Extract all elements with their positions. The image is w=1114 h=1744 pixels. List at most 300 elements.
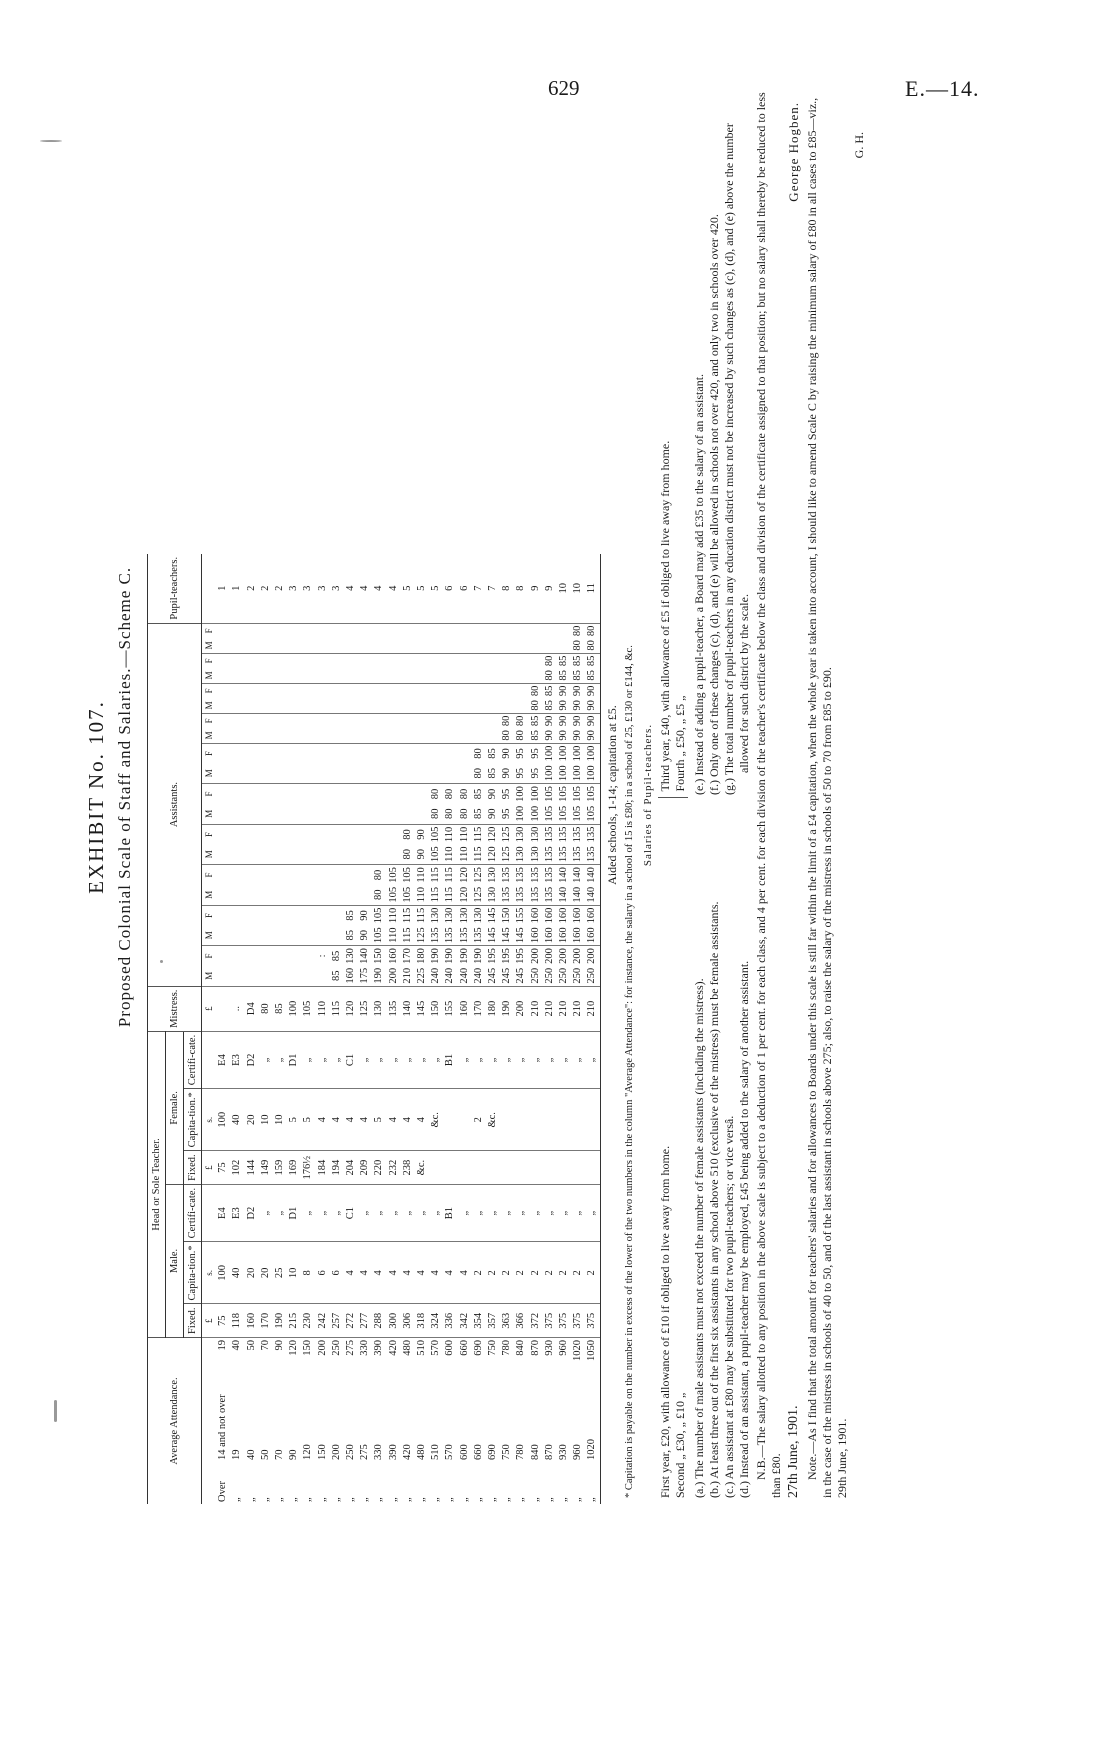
female-certificate-cell: „ <box>458 1031 472 1088</box>
female-fixed-cell <box>585 1151 600 1185</box>
assistant-male-cell: 100 <box>543 763 557 783</box>
male-fixed-cell: 375 <box>543 1304 557 1338</box>
pupil-teachers-cell: 5 <box>401 554 415 623</box>
assistant-female-cell <box>316 683 330 698</box>
assistant-male-cell <box>358 763 372 783</box>
assistant-male-cell: 145 <box>514 925 528 945</box>
assistant-female-cell: 190 <box>444 948 456 964</box>
assistant-male-cell <box>230 844 244 864</box>
assistant-male-cell <box>216 885 230 905</box>
salary-line: Third year, £40, with allowance of £5 if obliged to live away from home. <box>657 440 672 792</box>
assistant-male-cell <box>316 885 330 905</box>
assistant-female-cell <box>344 743 358 763</box>
female-capitation-cell: &c. <box>486 1089 500 1151</box>
male-fixed-cell: 242 <box>316 1304 330 1338</box>
assistant-female-cell <box>287 743 301 763</box>
assistant-male-cell: 125 <box>500 844 514 864</box>
assistant-male-cell: 125 <box>415 925 429 945</box>
assistant-male-cell: 250 <box>571 966 585 986</box>
female-certificate-cell: C1 <box>344 1031 358 1088</box>
assistant-female-cell <box>301 623 315 638</box>
capitation-footnote: * Capitation is payable on the number in excess of the lower of the two numbers in the column "Average Attendance": for instance, the salary in a school of 15 is £80; in a school of 25, £130 or £144, &c. <box>623 645 635 1498</box>
assistant-female-cell <box>387 623 401 638</box>
assistant-male-cell: 95 <box>529 763 543 783</box>
assistant-male-cell: 135 <box>543 844 557 864</box>
assistant-male-cell: 190 <box>372 966 386 986</box>
assistant-male-cell <box>486 698 500 713</box>
notes-section <box>605 92 867 1498</box>
female-fixed-cell <box>429 1151 443 1185</box>
assistant-male-cell: 90 <box>557 728 571 743</box>
female-capitation-cell: 4 <box>316 1089 330 1151</box>
assistant-male-cell <box>230 668 244 683</box>
female-fixed-cell <box>529 1151 543 1185</box>
assistant-male-cell: 135 <box>458 925 472 945</box>
assistant-female-cell <box>216 865 230 885</box>
female-capitation-cell: 4 <box>358 1089 372 1151</box>
assistant-female-cell <box>245 653 259 668</box>
pupil-teachers-cell: 8 <box>500 554 514 623</box>
assistant-female-cell <box>316 713 330 728</box>
assistant-male-cell <box>543 638 557 653</box>
assistant-female-cell <box>216 713 230 728</box>
attendance-to: 200 <box>316 1340 328 1356</box>
assistant-female-cell <box>273 683 287 698</box>
assistant-male-cell: 115 <box>429 885 443 905</box>
assistant-female-cell <box>316 824 330 844</box>
assistant-male-cell <box>273 804 287 824</box>
assistant-female-cell <box>486 713 500 728</box>
assistant-male-cell <box>500 638 514 653</box>
assistant-male-cell: 90 <box>358 925 372 945</box>
table-row <box>273 554 287 1504</box>
assistant-female-cell <box>330 865 344 885</box>
assistant-male-cell <box>287 844 301 864</box>
assistant-male-header: M <box>202 763 217 783</box>
assistant-male-cell <box>301 763 315 783</box>
assistant-male-cell: 80 <box>443 804 457 824</box>
assistant-male-cell <box>443 698 457 713</box>
assistant-female-cell <box>344 653 358 668</box>
male-fixed-cell: 190 <box>273 1304 287 1338</box>
assistant-female-cell <box>387 743 401 763</box>
male-capitation-cell: 2 <box>486 1242 500 1304</box>
page-number: 629 <box>548 76 580 100</box>
female-certificate-cell: „ <box>472 1031 486 1088</box>
male-capitation-cell: 20 <box>259 1242 273 1304</box>
attendance-from: 870 <box>543 1444 555 1460</box>
assistant-female-cell <box>259 683 273 698</box>
assistant-female-cell <box>273 713 287 728</box>
male-capitation-cell: 40 <box>230 1242 244 1304</box>
assistant-female-cell <box>245 905 259 925</box>
assistant-male-cell <box>216 925 230 945</box>
assistant-male-cell <box>529 638 543 653</box>
assistant-female-cell: 80 <box>501 715 513 727</box>
assistant-female-cell <box>301 824 315 844</box>
assistant-male-cell <box>259 638 273 653</box>
assistant-male-cell: 240 <box>472 966 486 986</box>
pupil-teachers-cell: 3 <box>330 554 344 623</box>
assistant-male-cell: 80 <box>401 844 415 864</box>
assistant-female-cell <box>415 683 429 698</box>
assistant-female-cell: 85 <box>330 950 342 962</box>
male-capitation-cell: 4 <box>387 1242 401 1304</box>
assistant-female-header: F <box>204 912 214 918</box>
male-capitation-cell: 4 <box>415 1242 429 1304</box>
male-fixed-cell: 277 <box>358 1304 372 1338</box>
male-capitation-cell: 4 <box>443 1242 457 1304</box>
assistant-female-cell: 80 <box>430 788 442 800</box>
assistant-male-cell <box>316 668 330 683</box>
assistant-male-cell: 85 <box>330 966 344 986</box>
assistant-male-cell <box>401 804 415 824</box>
assistant-female-cell <box>245 784 259 804</box>
assistant-female-cell <box>387 824 401 844</box>
female-certificate-cell: „ <box>500 1031 514 1088</box>
assistant-male-cell: 90 <box>500 763 514 783</box>
col-mistress: Mistress. <box>148 986 202 1031</box>
mistress-cell: D4 <box>245 986 259 1031</box>
male-fixed-cell: 375 <box>557 1304 571 1338</box>
assistant-female-cell <box>259 905 273 925</box>
attendance-to: 19 <box>217 1340 229 1351</box>
mistress-cell: 140 <box>401 986 415 1031</box>
assistant-female-header: F <box>204 628 214 634</box>
male-fixed-cell: 75 <box>216 1304 230 1338</box>
male-fixed-cell: 354 <box>472 1304 486 1338</box>
assistant-male-cell: 90 <box>486 804 500 824</box>
assistant-male-cell <box>358 728 372 743</box>
mistress-cell: 200 <box>514 986 528 1031</box>
pupil-teachers-cell: 10 <box>557 554 571 623</box>
attendance-from: 200 <box>330 1444 342 1460</box>
table-row <box>216 554 230 1504</box>
assistant-male-cell <box>273 763 287 783</box>
assistant-female-cell <box>358 683 372 698</box>
assistant-female-cell: 130 <box>430 907 442 924</box>
female-capitation-cell: 2 <box>472 1089 486 1151</box>
units-row <box>202 554 217 1504</box>
assistant-female-cell <box>216 683 230 698</box>
assistant-female-cell: 90 <box>416 829 428 840</box>
assistant-female-cell: 115 <box>401 907 413 924</box>
pupil-teachers-cell: 1 <box>230 554 244 623</box>
female-certificate-cell: „ <box>372 1031 386 1088</box>
attendance-to: 660 <box>458 1340 470 1356</box>
attendance-prefix: „ <box>472 1497 484 1502</box>
units-blank <box>202 1338 217 1505</box>
assistant-male-cell <box>316 925 330 945</box>
assistant-female-cell: 160 <box>529 907 541 924</box>
table-row <box>557 554 571 1504</box>
assistant-male-cell: 100 <box>557 763 571 783</box>
assistant-female-cell: 120 <box>458 867 470 883</box>
assistant-male-cell: 100 <box>585 763 600 783</box>
assistant-male-cell <box>330 638 344 653</box>
assistant-female-cell: 90 <box>543 715 555 727</box>
assistant-female-cell: 170 <box>401 948 413 964</box>
male-certificate-cell: „ <box>486 1184 500 1241</box>
assistant-female-cell <box>316 865 330 885</box>
attendance-to: 480 <box>401 1340 413 1356</box>
assistant-female-cell <box>301 653 315 668</box>
assistant-female-cell <box>259 946 273 966</box>
assistant-female-cell <box>330 743 344 763</box>
female-certificate-cell: E3 <box>230 1031 244 1088</box>
assistant-female-cell: 100 <box>585 743 600 763</box>
assistant-female-cell <box>259 865 273 885</box>
assistant-male-cell: 145 <box>486 925 500 945</box>
assistant-female-cell <box>301 743 315 763</box>
assistant-male-cell: 250 <box>557 966 571 986</box>
assistant-female-cell: 95 <box>515 748 527 759</box>
attendance-from: 960 <box>572 1444 584 1460</box>
assistant-male-cell <box>230 698 244 713</box>
assistant-female-cell <box>216 784 230 804</box>
male-certificate-cell: „ <box>571 1184 585 1241</box>
assistant-female-cell <box>429 713 443 728</box>
male-capitation-cell: 10 <box>287 1242 301 1304</box>
mistress-cell: 145 <box>415 986 429 1031</box>
assistant-male-cell <box>230 763 244 783</box>
assistant-male-cell <box>273 966 287 986</box>
assistant-female-cell: 100 <box>529 786 541 802</box>
female-fixed-cell: 194 <box>330 1151 344 1185</box>
male-certificate-cell: „ <box>273 1184 287 1241</box>
ink-mark <box>40 140 62 142</box>
assistant-female-cell <box>543 623 557 638</box>
assistant-male-cell: 95 <box>514 763 528 783</box>
female-capitation-cell: 5 <box>287 1089 301 1151</box>
attendance-prefix: „ <box>302 1497 314 1502</box>
assistant-female-cell <box>415 623 429 638</box>
assistant-female-cell <box>372 743 386 763</box>
nb-paragraph: N.B.—The salary allotted to any position in the above scale is subject to a deduction of 1 per cent. for each class, and 4 per cent. for each division of the teacher's certificate below the class and division of the certificate assigned to that position; but no salary shall thereby be reduced to less than £80. <box>753 92 783 1498</box>
assistant-male-cell <box>301 728 315 743</box>
female-certificate-cell: „ <box>301 1031 315 1088</box>
assistant-female-cell <box>330 824 344 844</box>
assistant-female-cell: 135 <box>585 824 600 844</box>
assistant-female-header: F <box>204 750 214 756</box>
male-capitation-cell: 2 <box>585 1242 600 1304</box>
assistant-female-cell <box>230 784 244 804</box>
assistant-female-cell <box>372 784 386 804</box>
assistant-female-cell: 135 <box>529 867 541 883</box>
assistant-male-cell: 245 <box>500 966 514 986</box>
attendance-to: 780 <box>501 1340 513 1356</box>
male-fixed-cell: 363 <box>500 1304 514 1338</box>
assistant-male-cell <box>273 698 287 713</box>
attendance-to: 870 <box>529 1340 541 1356</box>
pupil-teachers-cell: 4 <box>358 554 372 623</box>
pupil-teachers-cell: 7 <box>472 554 486 623</box>
female-certificate-cell: „ <box>387 1031 401 1088</box>
assistant-male-cell <box>344 844 358 864</box>
assistant-female-cell: 135 <box>543 867 555 883</box>
female-certificate-cell: D2 <box>245 1031 259 1088</box>
assistant-male-cell <box>216 763 230 783</box>
attendance-from: 930 <box>558 1444 570 1460</box>
assistant-male-cell: 105 <box>401 885 415 905</box>
assistant-male-cell: 135 <box>429 925 443 945</box>
assistant-female-header: F <box>204 831 214 837</box>
female-capitation-cell: 4 <box>401 1089 415 1151</box>
assistant-male-cell: 135 <box>557 844 571 864</box>
assistant-male-cell: 85 <box>543 698 557 713</box>
assistant-male-cell <box>344 804 358 824</box>
assistant-male-cell <box>259 844 273 864</box>
assistant-female-cell <box>358 824 372 844</box>
table-row <box>287 554 301 1504</box>
assistant-male-cell <box>216 804 230 824</box>
mistress-cell: 190 <box>500 986 514 1031</box>
attendance-from: 50 <box>259 1449 271 1460</box>
assistant-female-cell <box>287 784 301 804</box>
assistant-female-cell <box>316 743 330 763</box>
assistant-male-cell: 125 <box>472 885 486 905</box>
assistant-male-cell <box>287 804 301 824</box>
assistant-male-cell: 80 <box>571 638 585 653</box>
assistant-female-cell: 90 <box>572 715 584 727</box>
assistant-female-cell: 160 <box>387 948 399 964</box>
assistant-female-cell <box>486 623 500 638</box>
female-fixed-cell: 159 <box>273 1151 287 1185</box>
attendance-prefix: „ <box>458 1497 470 1502</box>
assistant-male-cell <box>358 885 372 905</box>
assistant-male-cell <box>330 763 344 783</box>
mistress-cell: 130 <box>372 986 386 1031</box>
mistress-cell: 155 <box>443 986 457 1031</box>
col-average-attendance: Average Attendance. <box>148 1338 202 1505</box>
assistant-female-cell: 80 <box>529 685 541 697</box>
assistant-male-cell <box>401 638 415 653</box>
col-male-capitation: Capita-tion.* <box>184 1242 202 1304</box>
male-certificate-cell: „ <box>472 1184 486 1241</box>
attendance-from: 1020 <box>585 1376 600 1462</box>
assistant-male-cell: 80 <box>429 804 443 824</box>
assistant-male-cell <box>273 844 287 864</box>
assistant-female-cell <box>514 653 528 668</box>
assistant-male-cell <box>216 844 230 864</box>
assistant-male-cell <box>316 698 330 713</box>
assistant-male-cell: 160 <box>585 925 600 945</box>
assistant-male-cell: 100 <box>529 804 543 824</box>
assistant-female-cell <box>401 623 415 638</box>
assistant-male-cell: 160 <box>543 925 557 945</box>
attendance-from: 330 <box>373 1444 385 1460</box>
assistant-male-cell: 90 <box>543 728 557 743</box>
assistant-female-cell <box>230 743 244 763</box>
assistant-female-cell <box>401 653 415 668</box>
attendance-from: 90 <box>288 1449 300 1460</box>
attendance-to: 600 <box>444 1340 456 1356</box>
male-capitation-cell: 4 <box>401 1242 415 1304</box>
assistant-male-cell: 160 <box>571 925 585 945</box>
aided-schools-note: Aided schools, 1-14; capitation at £5. <box>604 705 619 885</box>
assistant-female-cell: 90 <box>359 910 371 921</box>
assistant-male-cell: 110 <box>458 844 472 864</box>
assistant-male-cell: 120 <box>458 885 472 905</box>
table-row <box>316 554 330 1504</box>
rotated-page-content <box>84 82 964 1512</box>
assistant-female-cell: 110 <box>387 907 399 924</box>
document-code: E.—14. <box>905 76 980 101</box>
table-row <box>401 554 415 1504</box>
assistant-male-cell <box>259 698 273 713</box>
female-capitation-cell <box>529 1089 543 1151</box>
assistant-female-cell <box>344 713 358 728</box>
assistant-female-cell: 90 <box>558 685 570 697</box>
female-fixed-cell: 75 <box>216 1151 230 1185</box>
assistant-female-cell: 135 <box>558 826 570 843</box>
assistant-female-header: F <box>204 872 214 878</box>
pupil-teachers-cell: 1 <box>216 554 230 623</box>
attendance-from: 420 <box>401 1444 413 1460</box>
assistant-male-cell: 80 <box>458 804 472 824</box>
assistant-male-cell <box>372 638 386 653</box>
assistant-male-header: M <box>202 668 217 683</box>
assistant-male-cell: 95 <box>500 804 514 824</box>
assistant-male-cell: 100 <box>571 763 585 783</box>
male-certificate-cell: „ <box>301 1184 315 1241</box>
attendance-from: 390 <box>387 1444 399 1460</box>
assistant-male-cell <box>287 966 301 986</box>
male-certificate-cell: „ <box>415 1184 429 1241</box>
assistant-female-cell: 140 <box>558 867 570 883</box>
attendance-from: 690 <box>487 1444 499 1460</box>
assistant-female-cell: 90 <box>501 748 513 759</box>
pupil-teachers-cell: 4 <box>372 554 386 623</box>
assistant-female-cell <box>216 946 230 966</box>
assistant-male-cell: 90 <box>585 728 600 743</box>
mistress-cell: .. <box>230 986 244 1031</box>
pupil-teachers-cell: 5 <box>429 554 443 623</box>
assistant-male-cell <box>514 638 528 653</box>
assistant-male-cell <box>245 804 259 824</box>
assistant-male-cell <box>316 966 330 986</box>
assistant-female-cell <box>273 784 287 804</box>
male-fixed-cell: 375 <box>571 1304 585 1338</box>
assistant-female-cell <box>230 653 244 668</box>
assistant-male-cell <box>330 925 344 945</box>
assistant-male-cell <box>330 728 344 743</box>
assistant-male-cell: 175 <box>358 966 372 986</box>
assistant-male-cell: 135 <box>529 885 543 905</box>
assistant-female-cell <box>273 824 287 844</box>
pupil-teachers-cell: 7 <box>486 554 500 623</box>
assistant-male-cell <box>316 763 330 783</box>
assistant-female-cell: 90 <box>558 715 570 727</box>
assistant-female-cell <box>372 683 386 698</box>
assistant-male-cell <box>557 638 571 653</box>
salaries-title: Salaries of Pupil-teachers. <box>641 723 654 867</box>
condition-item: (e.) Instead of adding a pupil-teacher, a Board may add £35 to the salary of an assistant. <box>691 373 706 795</box>
table-row <box>301 554 315 1504</box>
assistant-female-cell: 80 <box>543 655 555 667</box>
table-row <box>387 554 401 1504</box>
assistant-male-cell: 240 <box>429 966 443 986</box>
mistress-cell: 110 <box>316 986 330 1031</box>
assistant-female-cell <box>273 653 287 668</box>
male-fixed-cell: 272 <box>344 1304 358 1338</box>
assistant-female-cell: 110 <box>416 867 428 883</box>
assistant-female-cell: 85 <box>487 748 499 759</box>
assistant-female-cell: 105 <box>387 867 399 883</box>
unit-male-fixed: £ <box>202 1304 217 1338</box>
male-certificate-cell: „ <box>429 1184 443 1241</box>
assistant-female-cell <box>415 784 429 804</box>
